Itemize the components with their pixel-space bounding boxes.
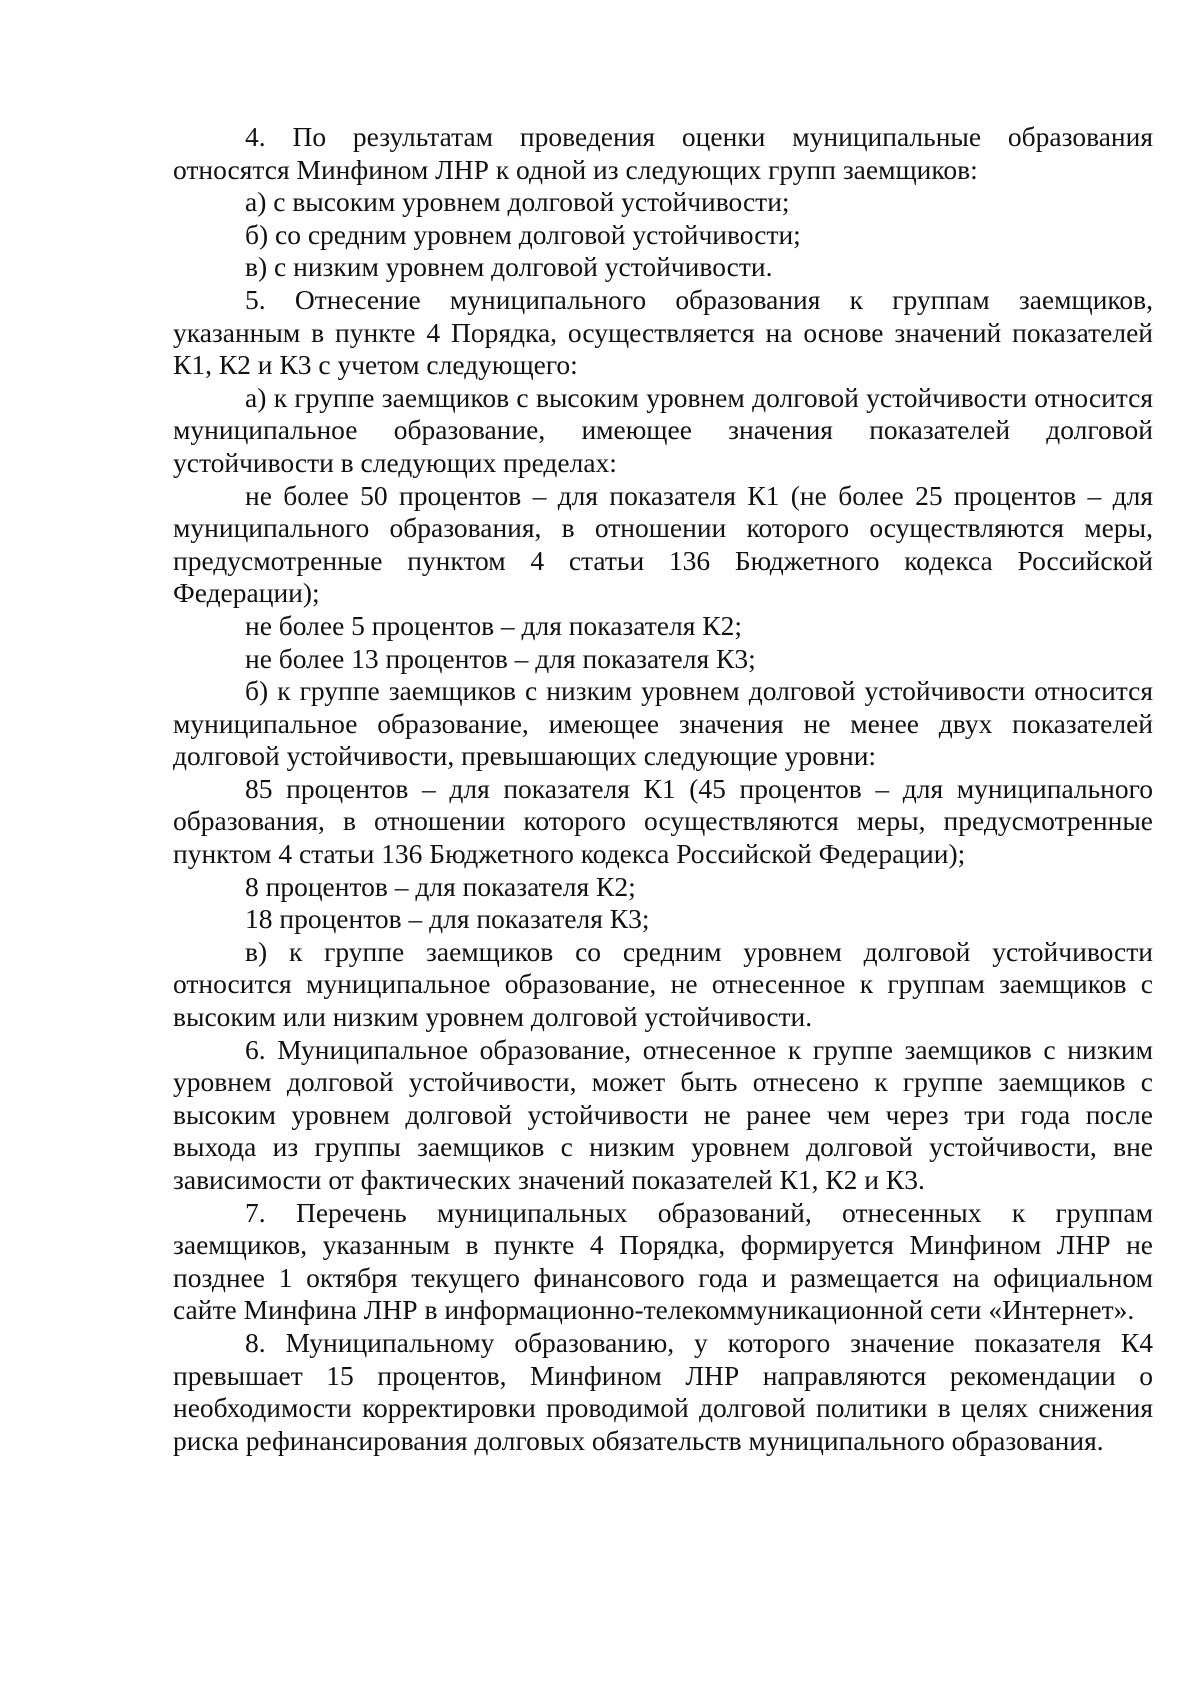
threshold-k1-high: не более 50 процентов – для показателя К1 (не более 25 процентов – для муниципального образования, в отношении которого осуществляются меры, предусмотренные пунктом 4 статьи 136 Бюджетного кодекса Российской Федерации); — [173, 479, 1153, 609]
paragraph-item-7: 7. Перечень муниципальных образований, отнесенных к группам заемщиков, указанным в пункте 4 Порядка, формируется Минфином ЛНР не позднее 1 октября текущего финансового года и размещается на официальном сайте Минфина ЛНР в информационно-телекоммуникационной сети «Интернет». — [173, 1196, 1153, 1326]
threshold-k2-low: 8 процентов – для показателя К2; — [245, 870, 636, 902]
paragraph-item-6: 6. Муниципальное образование, отнесенное к группе заемщиков с низким уровнем долговой устойчивости, может быть отнесено к группе заемщиков с высоким уровнем долговой устойчивости не ранее чем через три года после выхода из группы заемщиков с низким уровнем долговой устойчивости, вне зависимости от фактических значений показателей К1, К2 и К3. — [173, 1033, 1153, 1195]
subitem-5c: в) к группе заемщиков со средним уровнем долговой устойчивости относится муниципальное образование, не отнесенное к группам заемщиков с высоким или низким уровнем долговой устойчивости. — [173, 935, 1153, 1033]
subitem-5a: а) к группе заемщиков с высоким уровнем долговой устойчивости относится муниципальное образование, имеющее значения показателей долговой устойчивости в следующих пределах: — [173, 381, 1153, 478]
threshold-k3-high: не более 13 процентов – для показателя К3; — [245, 642, 756, 674]
subitem-4a: а) с высоким уровнем долговой устойчивости; — [245, 186, 790, 218]
subitem-4b: б) со средним уровнем долговой устойчивости; — [245, 218, 801, 250]
document-body — [173, 121, 1153, 1457]
threshold-k2-high: не более 5 процентов – для показателя К2; — [245, 609, 742, 641]
threshold-k3-low: 18 процентов – для показателя К3; — [245, 903, 650, 935]
paragraph-item-8: 8. Муниципальному образованию, у которого значение показателя К4 превышает 15 процентов, Минфином ЛНР направляются рекомендации о необходимости корректировки проводимой долговой политики в целях снижения риска рефинансирования долговых обязательств муниципального образования. — [173, 1326, 1153, 1456]
paragraph-item-5: 5. Отнесение муниципального образования к группам заемщиков, указанным в пункте 4 Порядка, осуществляется на основе значений показателей К1, К2 и К3 с учетом следующего: — [173, 283, 1153, 381]
threshold-k1-low: 85 процентов – для показателя К1 (45 процентов – для муниципального образования, в отношении которого осуществляются меры, предусмотренные пунктом 4 статьи 136 Бюджетного кодекса Российской Федерации); — [173, 772, 1153, 870]
subitem-4c: в) с низким уровнем долговой устойчивости. — [245, 251, 773, 283]
subitem-5b: б) к группе заемщиков с низким уровнем долговой устойчивости относится муниципальное образование, имеющее значения не менее двух показателей долговой устойчивости, превышающих следующие уровни: — [173, 675, 1153, 772]
paragraph-item-4: 4. По результатам проведения оценки муниципальные образования относятся Минфином ЛНР к одной из следующих групп заемщиков: — [173, 121, 1153, 185]
